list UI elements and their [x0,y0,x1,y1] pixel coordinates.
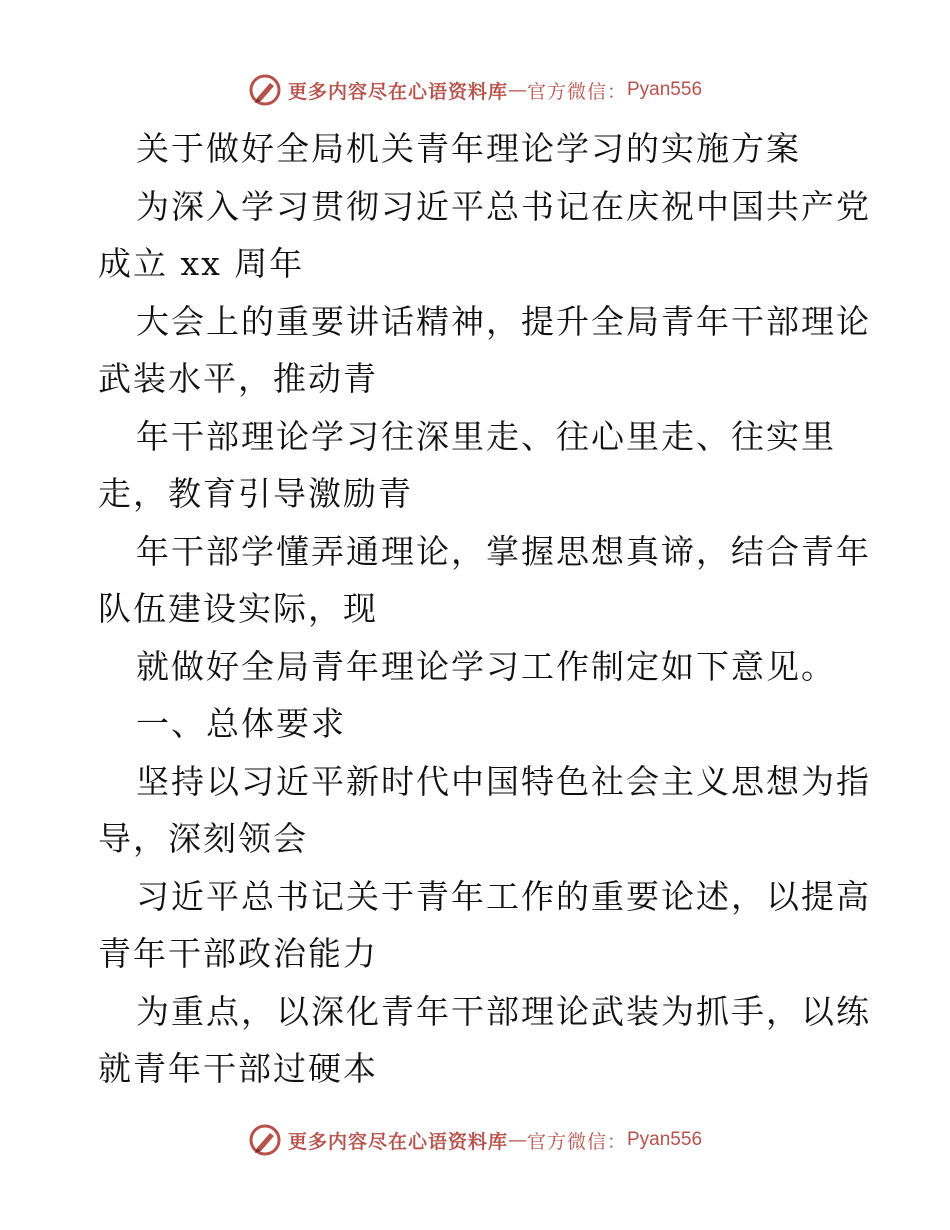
text-line: 习近平总书记关于青年工作的重要论述，以提高 [136,876,871,916]
text-line: 年干部学懂弄通理论，掌握思想真谛，结合青年 [136,531,871,571]
text-line: 青年干部政治能力 [98,934,378,973]
watermark-wechat-id: Pyan556 [627,79,703,100]
watermark-wechat-label: 官方微信： [526,1130,627,1153]
footer-watermark [0,1122,950,1158]
watermark-site-text: 更多内容尽在心语资料库 [287,1130,508,1153]
text-line: 坚持以习近平新时代中国特色社会主义思想为指 [136,761,871,801]
text-line: 走，教育引导激励青 [98,474,413,513]
text-line: 导，深刻领会 [98,819,308,858]
text-line: 大会上的重要讲话精神，提升全局青年干部理论 [136,301,871,341]
text-line: 为深入学习贯彻习近平总书记在庆祝中国共产党 [136,186,871,226]
text-line: 武装水平，推动青 [98,359,378,398]
watermark-wechat-label: 官方微信： [526,80,627,103]
text-line: 成立 xx 周年 [98,244,305,283]
document-title: 关于做好全局机关青年理论学习的实施方案 [136,129,801,168]
pen-logo-icon [248,1123,282,1157]
header-watermark [0,72,950,108]
text-line: 一、总体要求 [136,704,346,743]
text-line: 为重点，以深化青年干部理论武装为抓手，以练 [136,991,871,1031]
document-body [98,120,871,1098]
text-line: 队伍建设实际，现 [98,589,378,628]
text-line: 就做好全局青年理论学习工作制定如下意见。 [136,646,836,686]
text-line: 年干部理论学习往深里走、往心里走、往实里 [136,416,836,456]
watermark-separator: — [507,1129,527,1151]
pen-logo-icon [248,73,282,107]
watermark-separator: — [507,79,527,101]
watermark-wechat-id: Pyan556 [627,1129,703,1150]
watermark-site-text: 更多内容尽在心语资料库 [287,80,508,103]
text-line: 就青年干部过硬本 [98,1049,378,1088]
